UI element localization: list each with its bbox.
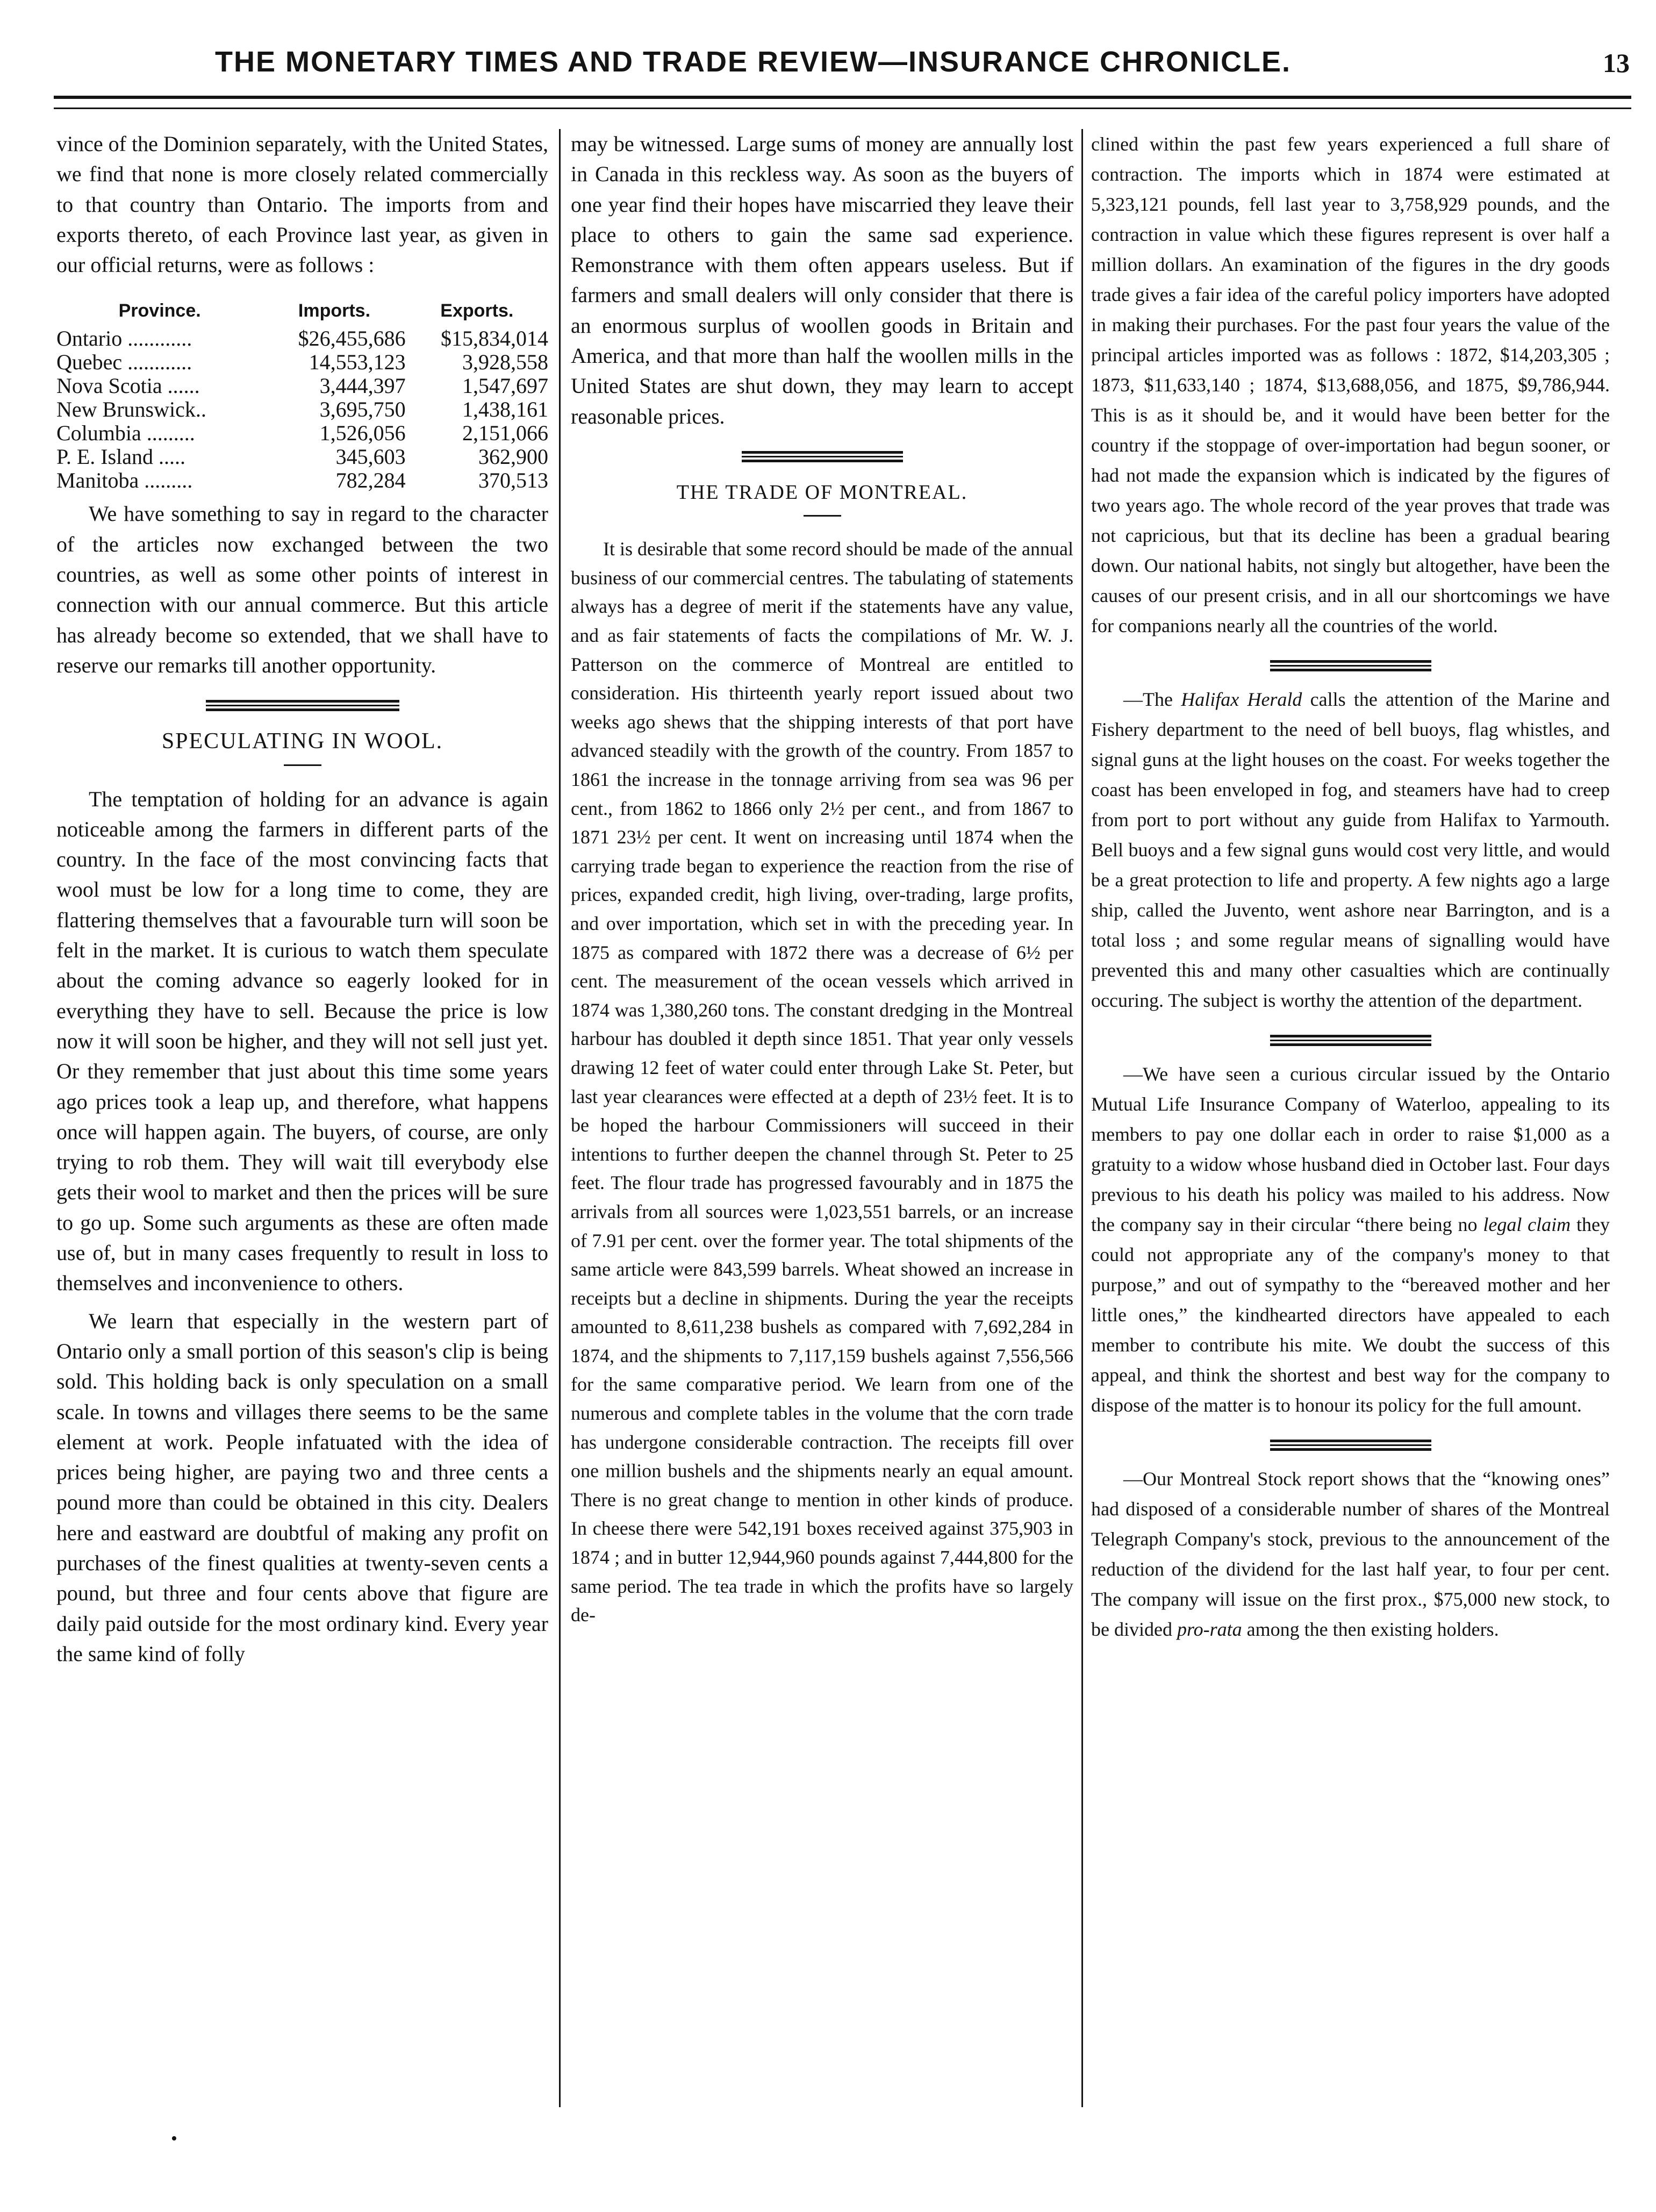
publication-title: THE MONETARY TIMES AND TRADE REVIEW—INSURANCE CHRONICLE.	[215, 46, 1292, 78]
province-cell: Ontario ............	[56, 326, 192, 351]
item-text: among the then existing holders.	[1242, 1619, 1499, 1640]
table-row	[56, 421, 548, 445]
imports-cell: 3,444,397	[319, 374, 406, 398]
section-heading-montreal: THE TRADE OF MONTREAL.	[676, 481, 968, 504]
newspaper-name: Halifax Herald	[1181, 689, 1302, 710]
column-middle	[571, 129, 1073, 1630]
column-left	[56, 129, 548, 1669]
section-heading-wool: SPECULATING IN WOOL.	[161, 729, 443, 754]
header-rule-thick	[54, 96, 1631, 99]
imports-cell: 1,526,056	[319, 421, 406, 446]
exports-cell: 2,151,066	[462, 421, 548, 446]
article-continuation-text: vince of the Dominion separately, with the United States, we find that none is more closely related commercially to that country than Ontario. The imports from and exports thereto, of each Province last year, as given in our official returns, were as follows :	[56, 132, 548, 277]
column-divider-left	[559, 129, 561, 2107]
column-right	[1091, 129, 1610, 1644]
item-text: —The	[1123, 689, 1181, 710]
bullet-mark: •	[171, 2129, 177, 2149]
header-rule-thin	[54, 108, 1631, 109]
article-paragraph: It is desirable that some record should be made of the annual business of our commercial centres. The tabulating of statements always has a degree of merit if the statements have any value, and as fair statements of facts the compilations of Mr. W. J. Patterson on the commerce of Montreal are entitled to consideration. His thirteenth yearly report issued about two weeks ago shews that the shipping interests of that port have advanced steadily with the growth of the country. From 1857 to 1861 the increase in the tonnage arriving from sea was 96 per cent., from 1862 to 1866 only 2½ per cent., and from 1867 to 1871 23½ per cent. It went on increasing until 1874 when the carrying trade began to experience the reaction from the rise of prices, expanded credit, high living, over-trading, large profits, and over importation, which set in with the preceding year. In 1875 as compared with 1872 there was a decrease of 6½ per cent. The measurement of the ocean vessels which arrived in 1874 was 1,380,260 tons. The constant dredging in the Montreal harbour has doubled it depth since 1851. That year only vessels drawing 12 feet of water could enter through Lake St. Peter, but last year clearances were effected at a depth of 23½ feet. It is to be hoped the harbour Commissioners will succeed in their intentions to further deepen the channel through St. Peter to 25 feet. The flour trade has progressed favourably and in 1875 the arrivals from all sources were 1,023,551 barrels, or an increase of 7.91 per cent. over the former year. The total shipments of the same article were 843,599 barrels. Wheat showed an increase in receipts but a decline in shipments. During the year the receipts amounted to 8,611,238 bushels as compared with 7,692,284 in 1874, and the shipments to 7,117,159 bushels against 7,556,566 for the same comparative period. We learn from one of the numerous and complete tables in the volume that the corn trade has undergone considerable contraction. The receipts fill over one million bushels and the shipments nearly an equal amount. There is no great change to mention in other kinds of produce. In cheese there were 542,191 boxes received against 375,903 in 1874 ; and in butter 12,944,960 pounds against 7,444,800 for the same period. The tea trade in which the profits have so largely de-	[571, 538, 1073, 1626]
item-text: they could not appropriate any of the company's money to that purpose,” and out of sympathy to the “bereaved mother and her little ones,” the kindhearted directors have appealed to each member to contribute his mite. We doubt the success of this appeal, and think the shortest and best way for the company to dispose of the matter is to honour its policy for the full amount.	[1091, 1214, 1610, 1416]
table-row	[56, 445, 548, 469]
table-row	[56, 469, 548, 492]
imports-cell: $26,455,686	[298, 326, 406, 351]
exports-cell: 3,928,558	[462, 350, 548, 375]
exports-cell: 370,513	[478, 468, 548, 493]
province-cell: Nova Scotia ......	[56, 374, 200, 398]
article-paragraph: The temptation of holding for an advance is again noticeable among the farmers in different parts of the country. In the face of the most convincing facts that wool must be low for a long time to come, they are flattering themselves that a favourable turn will soon be felt in the market. It is curious to watch them speculate about the coming advance so eagerly looked for in everything they have to sell. Because the price is low now it will soon be higher, and they will not sell just yet. Or they remember that just about this time some years ago prices took a leap up, and therefore, what happens once will happen again. The buyers, of course, are only trying to rob them. They will wait till everybody else gets their wool to market and then the prices will be sure to go up. Some such arguments as these are often made use of, but in many cases frequently to result in loss to themselves and inconvenience to others.	[56, 786, 548, 1295]
imports-cell: 14,553,123	[309, 350, 406, 375]
news-item-halifax	[1091, 684, 1610, 1015]
province-cell: Manitoba .........	[56, 468, 193, 493]
imports-cell: 345,603	[335, 445, 406, 469]
article-paragraph: We learn that especially in the western part of Ontario only a small portion of this season's clip is being sold. This holding back is only speculation on a small scale. In towns and villages there seems to be the same element at work. People infatuated with the idea of prices being higher, are paying two and three cents a pound more than could be obtained in this city. Dealers here and eastward are doubtful of making any profit on purchases of the finest qualities at twenty-seven cents a pound, but three and four cents above that figure are daily paid outside for the most ordinary kind. Every year the same kind of folly	[56, 1308, 548, 1666]
article-continuation-text: clined within the past few years experienced a full share of contraction. The imports which in 1874 were estimated at 5,323,121 pounds, fell last year to 3,758,929 pounds, and the contraction in value which these figures represent is over half a million dollars. An examination of the figures in the dry goods trade gives a fair idea of the careful policy importers have adopted in making their purchases. For the past four years the value of the principal articles imported was as follows : 1872, $14,203,305 ; 1873, $11,633,140 ; 1874, $13,688,056, and 1875, $9,786,944. This is as it should be, and it would have been better for the country if the stoppage of over-importation had begun sooner, or had not made the expansion which is indicated by the figures of two years ago. The whole record of the year proves that trade was not capricious, but that its decline has been a gradual bearing down. Our national habits, not singly but altogether, have been the causes of our present crisis, and in all our shortcomings we have for companions nearly all the countries of the world.	[1091, 133, 1610, 636]
column-divider-right	[1081, 129, 1083, 2107]
page-header	[54, 43, 1639, 86]
province-trade-table	[56, 298, 548, 492]
province-cell: Quebec ............	[56, 350, 192, 375]
imports-cell: 782,284	[335, 468, 406, 493]
province-cell: P. E. Island .....	[56, 445, 185, 469]
imports-cell: 3,695,750	[319, 397, 406, 422]
column-header-province: Province.	[118, 300, 201, 321]
emphasis-text: legal claim	[1483, 1214, 1571, 1235]
table-row	[56, 327, 548, 350]
column-header-exports: Exports.	[440, 300, 514, 321]
news-item-circular	[1091, 1059, 1610, 1420]
article-continuation-text: may be witnessed. Large sums of money are annually lost in Canada in this reckless way. As soon as the buyers of one year find their hopes have miscarried they leave their place to others to gain the same sad experience. Remonstrance with them often appears useless. But if farmers and small dealers will only consider that there is an enormous surplus of woollen goods in Britain and America, and that more than half the woollen mills in the United States are shut down, they may learn to accept reasonable prices.	[571, 132, 1073, 428]
section-separator	[1270, 660, 1431, 671]
exports-cell: $15,834,014	[441, 326, 548, 351]
section-separator	[206, 700, 399, 711]
section-separator	[1270, 1440, 1431, 1451]
item-text: calls the attention of the Marine and Fishery department to the need of bell buoys, flag whistles, and signal guns at the light houses on the coast. For weeks together the coast has been enveloped in fog, and steamers have had to creep from port to port without any guide from Halifax to Yarmouth. Bell buoys and a few signal guns would cost very little, and would be a great protection to life and property. A few nights ago a large ship, called the Juvento, went ashore near Barrington, and is a total loss ; and some regular means of signalling would have prevented this and many other casualties which are continually occuring. The subject is worthy the attention of the department.	[1091, 689, 1610, 1011]
table-row	[56, 374, 548, 398]
page-number: 13	[1603, 48, 1630, 78]
heading-underline	[284, 764, 321, 766]
item-text: —Our Montreal Stock report shows that the “knowing ones” had disposed of a considerable number of shares of the Montreal Telegraph Company's stock, previous to the announcement of the reduction of the dividend for the last half year, to four per cent. The company will issue on the first prox., $75,000 new stock, to be divided	[1091, 1468, 1610, 1640]
table-row	[56, 398, 548, 421]
exports-cell: 362,900	[478, 445, 548, 469]
emphasis-text: pro-rata	[1177, 1619, 1242, 1640]
column-header-imports: Imports.	[298, 300, 371, 321]
section-separator	[1270, 1035, 1431, 1046]
exports-cell: 1,547,697	[462, 374, 548, 398]
exports-cell: 1,438,161	[462, 397, 548, 422]
item-text: —We have seen a curious circular issued by the Ontario Mutual Life Insurance Company of Waterloo, appealing to its members to pay one dollar each in order to raise $1,000 as a gratuity to a widow whose husband died in October last. Four days previous to his death his policy was mailed to his address. Now the company say in their circular “there being no	[1091, 1063, 1610, 1235]
section-separator	[742, 451, 903, 462]
province-cell: Columbia .........	[56, 421, 195, 446]
heading-underline	[804, 515, 841, 517]
table-row	[56, 350, 548, 374]
article-paragraph: We have something to say in regard to the character of the articles now exchanged between the two countries, as well as some other points of interest in connection with our annual commerce. But this article has already become so extended, that we shall have to reserve our remarks till another opportunity.	[56, 502, 548, 677]
news-item-stock	[1091, 1464, 1610, 1644]
province-cell: New Brunswick..	[56, 397, 206, 422]
table-header-row	[56, 298, 548, 327]
